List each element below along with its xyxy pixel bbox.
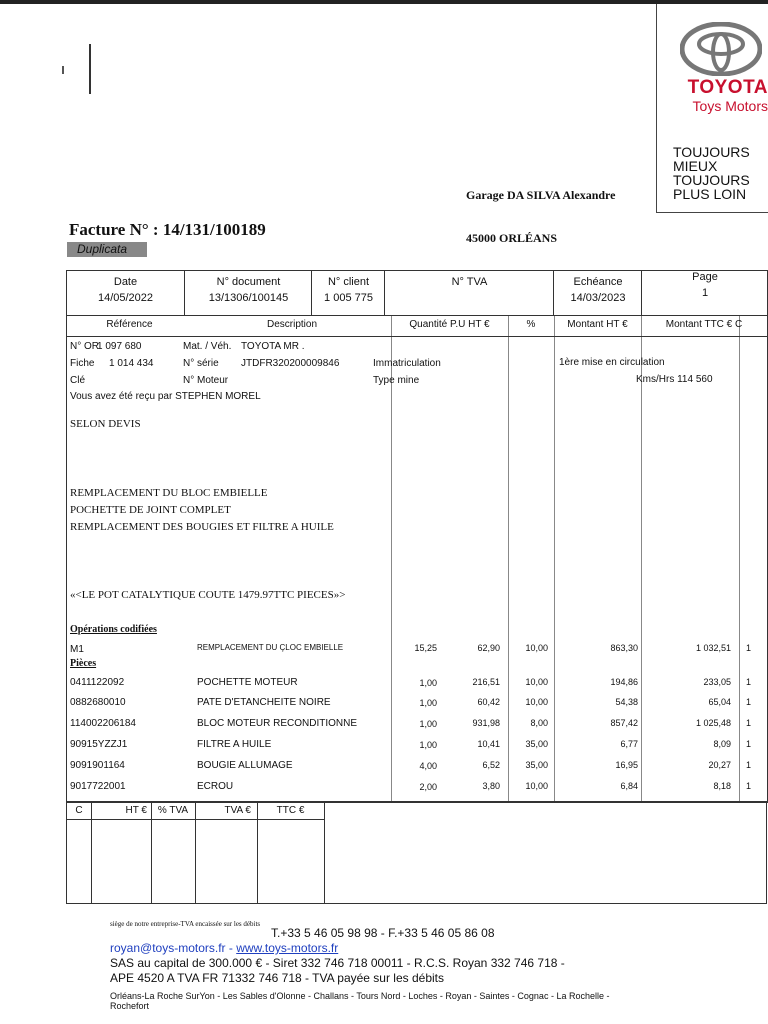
row-qty: 1,00 <box>419 678 437 688</box>
row-ht: 54,38 <box>615 697 638 707</box>
received-by: Vous avez été reçu par STEPHEN MOREL <box>70 391 261 402</box>
devis-note: SELON DEVIS <box>70 418 141 430</box>
row-ht: 6,84 <box>620 781 638 791</box>
row-pu: 62,90 <box>477 643 500 653</box>
totals-col-c: C <box>75 805 83 816</box>
serie-label: N° série <box>183 358 219 369</box>
row-desc: BOUGIE ALLUMAGE <box>197 760 293 771</box>
row-ref: 0882680010 <box>70 697 126 708</box>
col-header-montant-ttc: Montant TTC € C <box>665 319 743 330</box>
contact-links: royan@toys-motors.fr - www.toys-motors.fr <box>110 941 339 955</box>
row-ref: M1 <box>70 644 84 655</box>
row-ttc: 1 025,48 <box>695 718 731 728</box>
invoice-header-table <box>66 270 768 316</box>
row-c: 1 <box>745 677 751 687</box>
toyota-logo-icon <box>680 22 762 76</box>
row-ref: 90915YZZJ1 <box>70 739 128 750</box>
mat-label: Mat. / Véh. <box>183 341 232 352</box>
note-line: POCHETTE DE JOINT COMPLET <box>70 504 231 516</box>
row-desc: ECROU <box>197 781 234 792</box>
catalytic-note: «<LE POT CATALYTIQUE COUTE 1479.97TTC PIECES»> <box>70 589 346 601</box>
row-ttc: 65,04 <box>708 697 731 707</box>
column-divider <box>91 802 92 903</box>
col-header-percent: % <box>526 319 536 330</box>
row-ref: 9091901164 <box>70 760 125 771</box>
row-pct: 35,00 <box>525 760 548 770</box>
totals-col-ttc: TTC € <box>276 805 305 816</box>
row-pct: 10,00 <box>525 677 548 687</box>
col-header-quantity: Quantité P.U HT € <box>409 319 490 330</box>
column-divider <box>391 316 392 802</box>
column-divider <box>739 316 740 802</box>
row-pu: 216,51 <box>472 677 500 687</box>
column-divider <box>554 316 555 802</box>
operations-heading: Opérations codifiées <box>70 624 157 635</box>
row-ttc: 233,05 <box>703 677 731 687</box>
row-ht: 194,86 <box>610 677 638 687</box>
header-cell-echeance: Echéance 14/03/2023 <box>553 271 642 315</box>
column-divider <box>195 802 196 903</box>
phone-fax: T.+33 5 46 05 98 98 - F.+33 5 46 05 86 08 <box>271 926 495 940</box>
company-legal: SAS au capital de 300.000 € - Siret 332 746 718 00011 - R.C.S. Royan 332 746 718 - <box>110 956 565 970</box>
fiche-value: 1 014 434 <box>109 358 154 369</box>
column-divider <box>641 316 642 802</box>
row-desc: PATE D'ETANCHEITE NOIRE <box>197 697 331 708</box>
cle-label: Clé <box>70 375 86 386</box>
brand-name: TOYOTA <box>687 77 768 98</box>
row-desc: BLOC MOTEUR RECONDITIONNE <box>197 718 358 729</box>
row-pu: 3,80 <box>482 781 500 791</box>
row-c: 1 <box>745 760 751 770</box>
row-pct: 10,00 <box>525 697 548 707</box>
row-pu: 60,42 <box>477 697 500 707</box>
or-label: N° OR <box>70 341 99 352</box>
totals-col-ht: HT € <box>125 805 147 816</box>
row-pct: 10,00 <box>525 781 548 791</box>
kms-value: Kms/Hrs 114 560 <box>636 374 713 385</box>
vat-totals-table <box>66 801 325 904</box>
header-cell-page: Page 1 <box>641 271 768 315</box>
row-desc: REMPLACEMENT DU ÇLOC EMBIELLE <box>197 643 344 652</box>
row-pct: 10,00 <box>525 643 548 653</box>
row-c: 1 <box>745 718 751 728</box>
row-ref: 9017722001 <box>70 781 126 792</box>
row-ttc: 8,09 <box>713 739 731 749</box>
serie-value: JTDFR320200009846 <box>241 358 340 369</box>
col-header-description: Description <box>266 319 318 330</box>
immat-label: Immatriculation <box>373 358 441 369</box>
garage-name: Garage DA SILVA Alexandre <box>466 188 616 202</box>
row-ttc: 1 032,51 <box>695 643 731 653</box>
row-pu: 10,41 <box>477 739 500 749</box>
header-cell-date: Date 14/05/2022 <box>97 276 154 304</box>
row-c: 1 <box>745 697 751 707</box>
duplicata-stamp: Duplicata <box>67 242 147 257</box>
row-pu: 931,98 <box>472 718 500 728</box>
totals-col-pct: % TVA <box>157 805 189 816</box>
column-divider <box>257 802 258 903</box>
scan-edge <box>0 0 768 4</box>
circulation-label: 1ère mise en circulation <box>559 357 665 368</box>
row-ht: 863,30 <box>610 643 638 653</box>
scan-mark <box>89 44 91 94</box>
tva-note: siège de notre entreprise-TVA encaissée sur les débits <box>110 920 261 928</box>
row-qty: 15,25 <box>414 643 437 653</box>
header-cell-tva: N° TVA <box>384 271 554 315</box>
row-ht: 6,77 <box>620 739 638 749</box>
scan-mark <box>62 66 64 74</box>
company-tax: APE 4520 A TVA FR 71332 746 718 - TVA payée sur les débits <box>110 971 444 985</box>
row-ht: 857,42 <box>610 718 638 728</box>
row-pct: 35,00 <box>525 739 548 749</box>
fiche-label: Fiche <box>70 358 95 369</box>
row-pct: 8,00 <box>530 718 548 728</box>
row-desc: FILTRE A HUILE <box>197 739 272 750</box>
note-line: REMPLACEMENT DES BOUGIES ET FILTRE A HUILE <box>70 521 334 533</box>
locations-list: Orléans-La Roche SurYon - Les Sables d'Olonne - Challans - Tours Nord - Loches - Royan - Saintes - Cognac - La Rochelle - Rochefort <box>110 991 610 1011</box>
invoice-title: Facture N° : 14/131/100189 <box>69 220 266 239</box>
row-qty: 1,00 <box>419 719 437 729</box>
lines-header-row <box>67 316 767 337</box>
row-ttc: 8,18 <box>713 781 731 791</box>
header-cell-document: N° document 13/1306/100145 <box>184 271 312 315</box>
brand-subname: Toys Motors <box>692 98 768 114</box>
website-link[interactable]: www.toys-motors.fr <box>236 941 339 955</box>
row-pu: 6,52 <box>482 760 500 770</box>
row-ref: 114002206184 <box>70 718 136 729</box>
totals-col-tva: TVA € <box>224 805 251 816</box>
column-divider <box>508 316 509 802</box>
invoice-lines-table <box>66 315 768 803</box>
row-qty: 2,00 <box>419 782 437 792</box>
or-value: 1 097 680 <box>97 341 142 352</box>
row-qty: 1,00 <box>419 740 437 750</box>
row-c: 1 <box>745 739 751 749</box>
column-divider <box>151 802 152 903</box>
type-mine-label: Type mine <box>373 375 420 386</box>
row-desc: POCHETTE MOTEUR <box>197 677 298 688</box>
garage-city: 45000 ORLÉANS <box>466 231 558 245</box>
row-ttc: 20,27 <box>708 760 731 770</box>
row-c: 1 <box>745 781 751 791</box>
parts-heading: Pièces <box>70 658 97 669</box>
col-header-reference: Référence <box>106 319 153 330</box>
row-c: 1 <box>745 643 751 653</box>
totals-summary-box <box>323 801 767 904</box>
note-line: REMPLACEMENT DU BLOC EMBIELLE <box>70 487 268 499</box>
moteur-label: N° Moteur <box>183 375 229 386</box>
row-qty: 4,00 <box>419 761 437 771</box>
mat-value: TOYOTA MR . <box>241 341 305 352</box>
email-link[interactable]: royan@toys-motors.fr <box>110 941 226 955</box>
row-qty: 1,00 <box>419 698 437 708</box>
header-cell-client: N° client 1 005 775 <box>311 271 385 315</box>
row-ref: 0411122092 <box>70 677 125 688</box>
row-ht: 16,95 <box>615 760 638 770</box>
brand-slogan: TOUJOURS MIEUX TOUJOURS PLUS LOIN <box>673 144 750 202</box>
col-header-montant-ht: Montant HT € <box>567 319 628 330</box>
